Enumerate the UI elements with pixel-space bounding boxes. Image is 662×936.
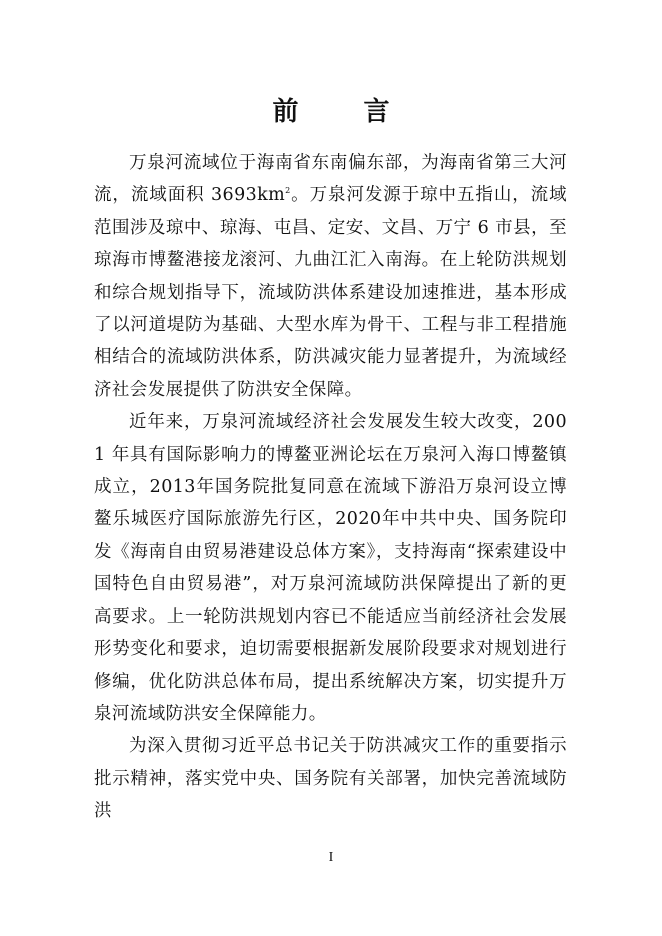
superscript-exponent: 2	[285, 186, 291, 196]
document-body	[94, 147, 567, 828]
paragraph-1-continued: 。万泉河发源于琼中五指山，流域范围涉及琼中、琼海、屯昌、定安、文昌、万宁 6 市县，至琼海市博鳌港接龙滚河、九曲江汇入南海。在上轮防洪规划和综合规划指导下，流域防洪体系建设加速推进，基本形成了以河道堤防为基础、大型水库为骨干、工程与非工程措施相结合的流域防洪体系，防洪减灾能力显著提升，为流域经济社会发展提供了防洪安全保障。	[94, 185, 567, 400]
paragraph-1	[94, 147, 567, 406]
page-number: I	[328, 850, 334, 865]
page-title: 前 言	[272, 97, 418, 127]
paragraph-3	[94, 730, 567, 827]
paragraph-3-text: 为深入贯彻习近平总书记关于防洪减灾工作的重要指示批示精神，落实党中央、国务院有关部署，加快完善流域防洪	[94, 736, 567, 822]
paragraph-1-text: 万泉河流域位于海南省东南偏东部，为海南省第三大河流，流域面积 3693km	[94, 153, 567, 206]
paragraph-2	[94, 406, 567, 730]
paragraph-2-text: 近年来，万泉河流域经济社会发展发生较大改变，2001 年具有国际影响力的博鳌亚洲论坛在万泉河入海口博鳌镇成立，2013年国务院批复同意在流域下游沿万泉河设立博鳌乐城医疗国际旅游先行区，2020年中共中央、国务院印发《海南自由贸易港建设总体方案》，支持海南“探索建设中国特色自由贸易港”，对万泉河流域防洪保障提出了新的更高要求。上一轮防洪规划内容已不能适应当前经济社会发展形势变化和要求，迫切需要根据新发展阶段要求对规划进行修编，优化防洪总体布局，提出系统解决方案，切实提升万泉河流域防洪安全保障能力。	[94, 412, 567, 724]
